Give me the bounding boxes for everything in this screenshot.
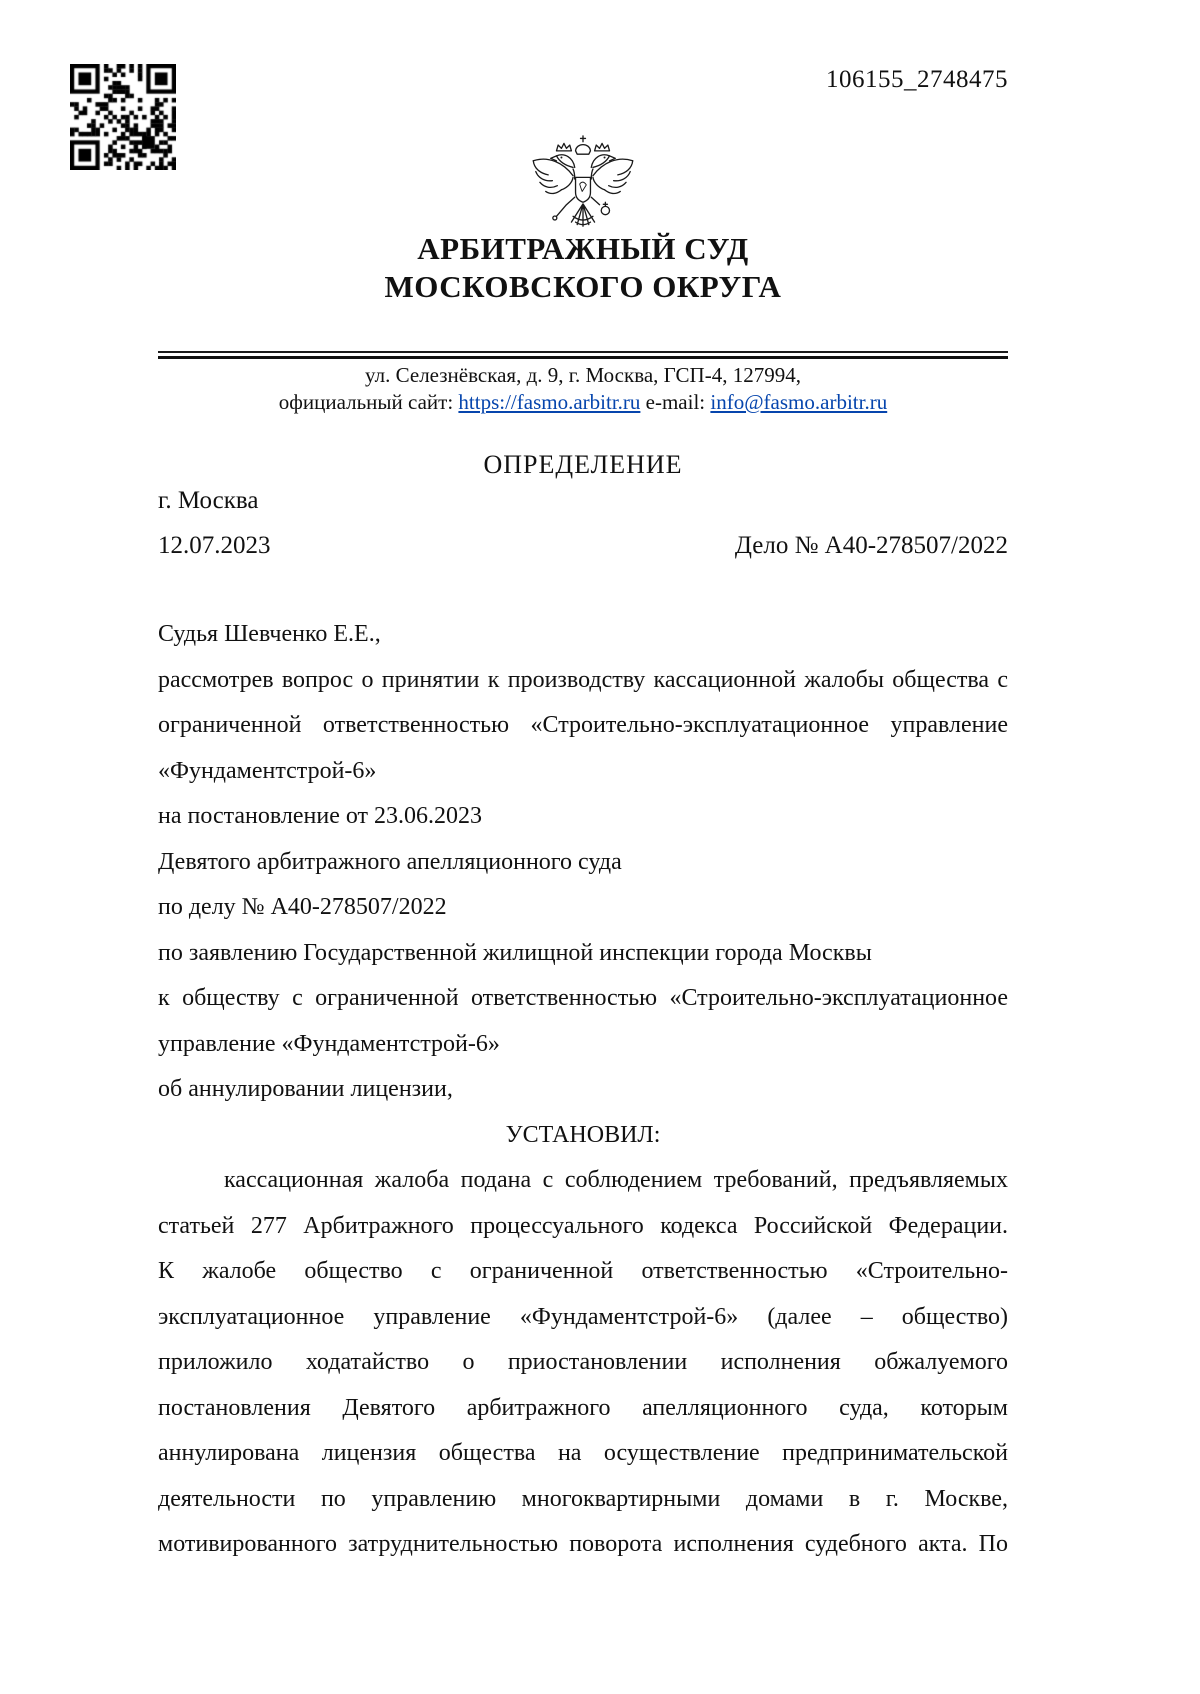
body-line: аннулирована лицензия общества на осуществление предпринимательской bbox=[158, 1440, 1008, 1466]
emblem-wrap bbox=[158, 134, 1008, 239]
email-link[interactable]: info@fasmo.arbitr.ru bbox=[710, 390, 888, 414]
body-line: на постановление от 23.06.2023 bbox=[158, 803, 483, 829]
court-contacts bbox=[158, 362, 1008, 416]
body-line: рассмотрев вопрос о принятии к производству кассационной жалобы общества с bbox=[158, 666, 1008, 693]
official-site-link[interactable]: https://fasmo.arbitr.ru bbox=[458, 390, 641, 414]
body-line: ограниченной ответственностью «Строительно-эксплуатационное управление bbox=[158, 712, 1008, 738]
court-name-line2: МОСКОВСКОГО ОКРУГА bbox=[384, 269, 782, 304]
body-line: УСТАНОВИЛ: bbox=[505, 1121, 661, 1148]
body-line: кассационная жалоба подана с соблюдением требований, предъявляемых bbox=[224, 1167, 1008, 1193]
body-line: приложило ходатайство о приостановлении исполнения обжалуемого bbox=[158, 1349, 1008, 1375]
body-line: мотивированного затруднительностью поворота исполнения судебного акта. По bbox=[158, 1531, 1008, 1557]
body-line: Судья Шевченко Е.Е., bbox=[158, 621, 381, 647]
body-line: по заявлению Государственной жилищной инспекции города Москвы bbox=[158, 939, 872, 966]
body-line: к обществу с ограниченной ответственностью «Строительно-эксплуатационное bbox=[158, 985, 1008, 1011]
ruling-body bbox=[158, 612, 1008, 1568]
russia-coat-of-arms-icon bbox=[525, 134, 641, 234]
date-case-row bbox=[158, 532, 1008, 560]
court-address: ул. Селезнёвская, д. 9, г. Москва, ГСП-4, 127994, bbox=[365, 363, 801, 387]
court-name bbox=[158, 230, 1008, 306]
body-line: «Фундаментстрой-6» bbox=[158, 757, 377, 784]
city-label: г. Москва bbox=[158, 487, 259, 514]
body-line: постановления Девятого арбитражного апелляционного суда, которым bbox=[158, 1394, 1008, 1421]
body-line: управление «Фундаментстрой-6» bbox=[158, 1030, 500, 1057]
body-line: об аннулировании лицензии, bbox=[158, 1076, 453, 1102]
body-line: эксплуатационное управление «Фундаментстрой-6» (далее – общество) bbox=[158, 1303, 1008, 1330]
body-line: Девятого арбитражного апелляционного суда bbox=[158, 848, 622, 875]
header-divider bbox=[158, 351, 1008, 359]
body-line: К жалобе общество с ограниченной ответственностью «Строительно- bbox=[158, 1258, 1008, 1284]
document-number: 106155_2748475 bbox=[826, 66, 1008, 93]
body-line: по делу № А40-278507/2022 bbox=[158, 894, 447, 920]
body-line: деятельности по управлению многоквартирными домами в г. Москве, bbox=[158, 1485, 1008, 1512]
case-number: Дело № А40-278507/2022 bbox=[734, 532, 1008, 559]
document-title: ОПРЕДЕЛЕНИЕ bbox=[483, 450, 683, 479]
court-name-line1: АРБИТРАЖНЫЙ СУД bbox=[417, 231, 749, 266]
document-date: 12.07.2023 bbox=[158, 532, 271, 559]
site-label: официальный сайт: bbox=[278, 390, 459, 414]
court-site-email-line bbox=[158, 389, 1008, 416]
body-line: статьей 277 Арбитражного процессуального кодекса Российской Федерации. bbox=[158, 1212, 1008, 1239]
email-label: e-mail: bbox=[640, 390, 711, 414]
